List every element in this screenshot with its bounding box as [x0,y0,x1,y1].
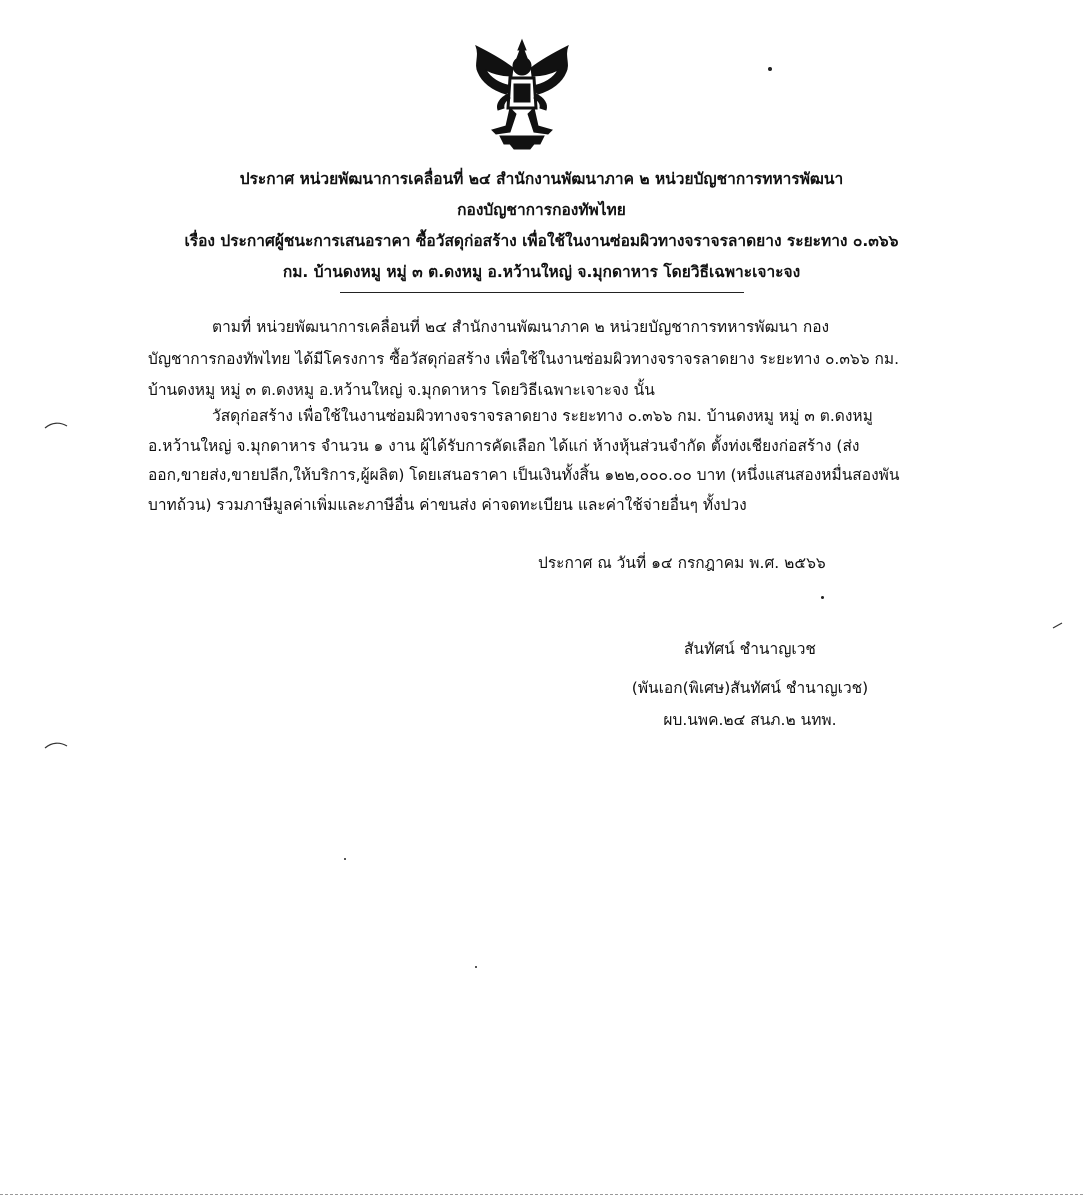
paragraph-2-line-2: อ.หว้านใหญ่ จ.มุกดาหาร จำนวน ๑ งาน ผู้ได้รับการคัดเลือก ได้แก่ ห้างหุ้นส่วนจำกัด ตั้งท่งเชียงก่อสร้าง (ส่ง [148,437,860,455]
scan-speck [768,67,772,71]
announcement-date: ประกาศ ณ วันที่ ๑๔ กรกฎาคม พ.ศ. ๒๕๖๖ [538,554,826,572]
header-divider [340,292,744,293]
scan-speck [475,966,477,968]
title-line-2: กองบัญชาการกองทัพไทย [457,201,626,219]
paragraph-1-line-2: บัญชาการกองทัพไทย ได้มีโครงการ ซื้อวัสดุก่อสร้าง เพื่อใช้ในงานซ่อมผิวทางจราจรลาดยาง ระยะทาง ๐.๓๖๖ กม. [148,350,900,368]
paragraph-2-line-3: ออก,ขายส่ง,ขายปลีก,ให้บริการ,ผู้ผลิต) โดยเสนอราคา เป็นเงินทั้งสิ้น ๑๒๒,๐๐๐.๐๐ บาท (หนึ่งแสนสองหมื่นสองพัน [148,466,900,484]
page-edge [0,1194,1083,1195]
scan-speck [1052,620,1064,630]
paragraph-2-line-4: บาทถ้วน) รวมภาษีมูลค่าเพิ่มและภาษีอื่น ค่าขนส่ง ค่าจดทะเบียน และค่าใช้จ่ายอื่นๆ ทั้งปวง [148,496,747,514]
scan-speck [344,858,346,860]
punch-mark [44,740,68,750]
subject-line-1: เรื่อง ประกาศผู้ชนะการเสนอราคา ซื้อวัสดุก่อสร้าง เพื่อใช้ในงานซ่อมผิวทางจราจรลาดยาง ระยะทาง ๐.๓๖๖ [184,232,899,250]
title-line-1: ประกาศ หน่วยพัฒนาการเคลื่อนที่ ๒๔ สำนักงานพัฒนาภาค ๒ หน่วยบัญชาการทหารพัฒนา [239,170,844,188]
signature-name: สันทัศน์ ชำนาญเวช [684,640,816,658]
garuda-emblem [470,38,574,150]
paragraph-2-line-1: วัสดุก่อสร้าง เพื่อใช้ในงานซ่อมผิวทางจราจรลาดยาง ระยะทาง ๐.๓๖๖ กม. บ้านดงหมู หมู่ ๓ ต.ดงหมู [212,407,873,425]
signatory-position: ผบ.นพค.๒๔ สนภ.๒ นทพ. [663,711,837,729]
paragraph-1-line-3: บ้านดงหมู หมู่ ๓ ต.ดงหมู อ.หว้านใหญ่ จ.มุกดาหาร โดยวิธีเฉพาะเจาะจง นั้น [148,381,655,399]
subject-line-2: กม. บ้านดงหมู หมู่ ๓ ต.ดงหมู อ.หว้านใหญ่ จ.มุกดาหาร โดยวิธีเฉพาะเจาะจง [282,263,801,281]
signatory-full-name: (พันเอก(พิเศษ)สันทัศน์ ชำนาญเวช) [631,679,869,697]
scan-speck [821,596,824,599]
paragraph-1-line-1: ตามที่ หน่วยพัฒนาการเคลื่อนที่ ๒๔ สำนักงานพัฒนาภาค ๒ หน่วยบัญชาการทหารพัฒนา กอง [212,318,830,336]
punch-mark [44,420,68,430]
